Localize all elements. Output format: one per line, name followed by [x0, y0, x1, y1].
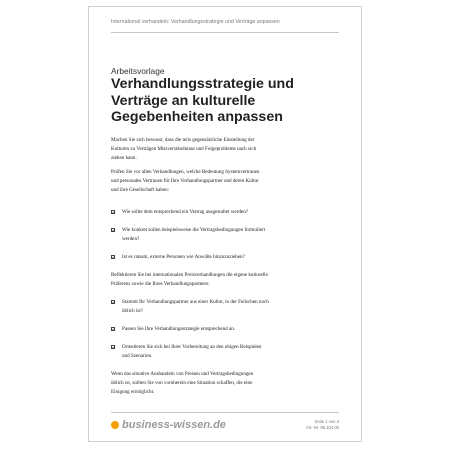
checkbox-icon: [111, 345, 115, 349]
header-divider: [111, 32, 339, 33]
checkbox-icon: [111, 327, 115, 331]
checkbox-icon: [111, 228, 115, 232]
document-title: [111, 76, 343, 126]
item-line: Stammt Ihr Verhandlungspartner aus einer Kultur, in der Feilschen noch: [122, 299, 269, 305]
text-line: Präferenz sowie die Ihres Verhandlungspartners:: [111, 281, 210, 288]
logo-text: business-wissen.de: [122, 419, 226, 431]
title-line: Gegebenheiten anpassen: [111, 109, 283, 125]
running-header: International verhandeln: Verhandlungsstrategie und Verträge anpassen: [111, 19, 280, 25]
item-line: und Szenarien.: [122, 353, 153, 360]
text-line: Machen Sie sich bewusst, dass die teils gegensätzliche Einstellung der: [111, 137, 255, 143]
intro-paragraph: [111, 136, 331, 164]
item-line: Wie sollte dem entsprechend ein Vertrag ausgestaltet werden?: [122, 209, 249, 215]
document-label: Arbeitsvorlage: [111, 66, 165, 76]
title-line: Verträge an kulturelle: [111, 92, 256, 109]
text-line: ziehen kann.: [111, 155, 137, 162]
item-line: üblich ist?: [122, 308, 144, 315]
checkbox-icon: [111, 255, 115, 259]
closing-paragraph: [111, 370, 331, 398]
text-line: Reflektieren Sie bei internationalen Preisverhandlungen die eigene kulturelle: [111, 272, 268, 278]
page-number: Seite 1 von 3: [314, 419, 339, 424]
item-line: Passen Sie Ihre Verhandlungsstrategie entsprechend an.: [122, 326, 236, 332]
text-line: Einigung ermöglicht.: [111, 389, 155, 396]
text-line: üblich ist, sollten Sie von vornherein eine Situation schaffen, die eine: [111, 380, 253, 387]
document-page: [88, 6, 362, 442]
reflect-paragraph: [111, 271, 331, 289]
footer-meta: [306, 419, 339, 431]
checkbox-icon: [111, 300, 115, 304]
checkbox-icon: [111, 210, 115, 214]
item-line: werden?: [122, 236, 140, 243]
text-line: Kulturen zu Verträgen Missverständnisse und Folgeprobleme nach sich: [111, 146, 257, 153]
text-line: Prüfen Sie vor allen Verhandlungen, welche Bedeutung Systemvertrauen: [111, 169, 260, 175]
text-line: Wenn das situative Aushandeln von Preisen und Vertragsbedingungen: [111, 371, 254, 377]
title-line: Verhandlungsstrategie und: [111, 76, 294, 92]
logo-dot-icon: [111, 421, 119, 429]
footer-divider: [111, 412, 339, 413]
text-line: und personales Vertrauen für Ihre Verhandlungspartner und deren Kultur: [111, 178, 259, 185]
item-line: Ist es ratsam, externe Personen wie Anwälte hinzuzuziehen?: [122, 254, 245, 260]
article-number: Art.-Nr. 99.104.00: [305, 425, 339, 431]
text-line: und ihre Gesellschaft haben:: [111, 187, 170, 194]
item-line: Orientieren Sie sich bei Ihrer Vorbereitung an den obigen Beispielen: [122, 344, 262, 350]
check-intro-paragraph: [111, 168, 331, 196]
item-line: Wie konkret sollen beispielsweise die Vertragsbedingungen formuliert: [122, 227, 266, 233]
